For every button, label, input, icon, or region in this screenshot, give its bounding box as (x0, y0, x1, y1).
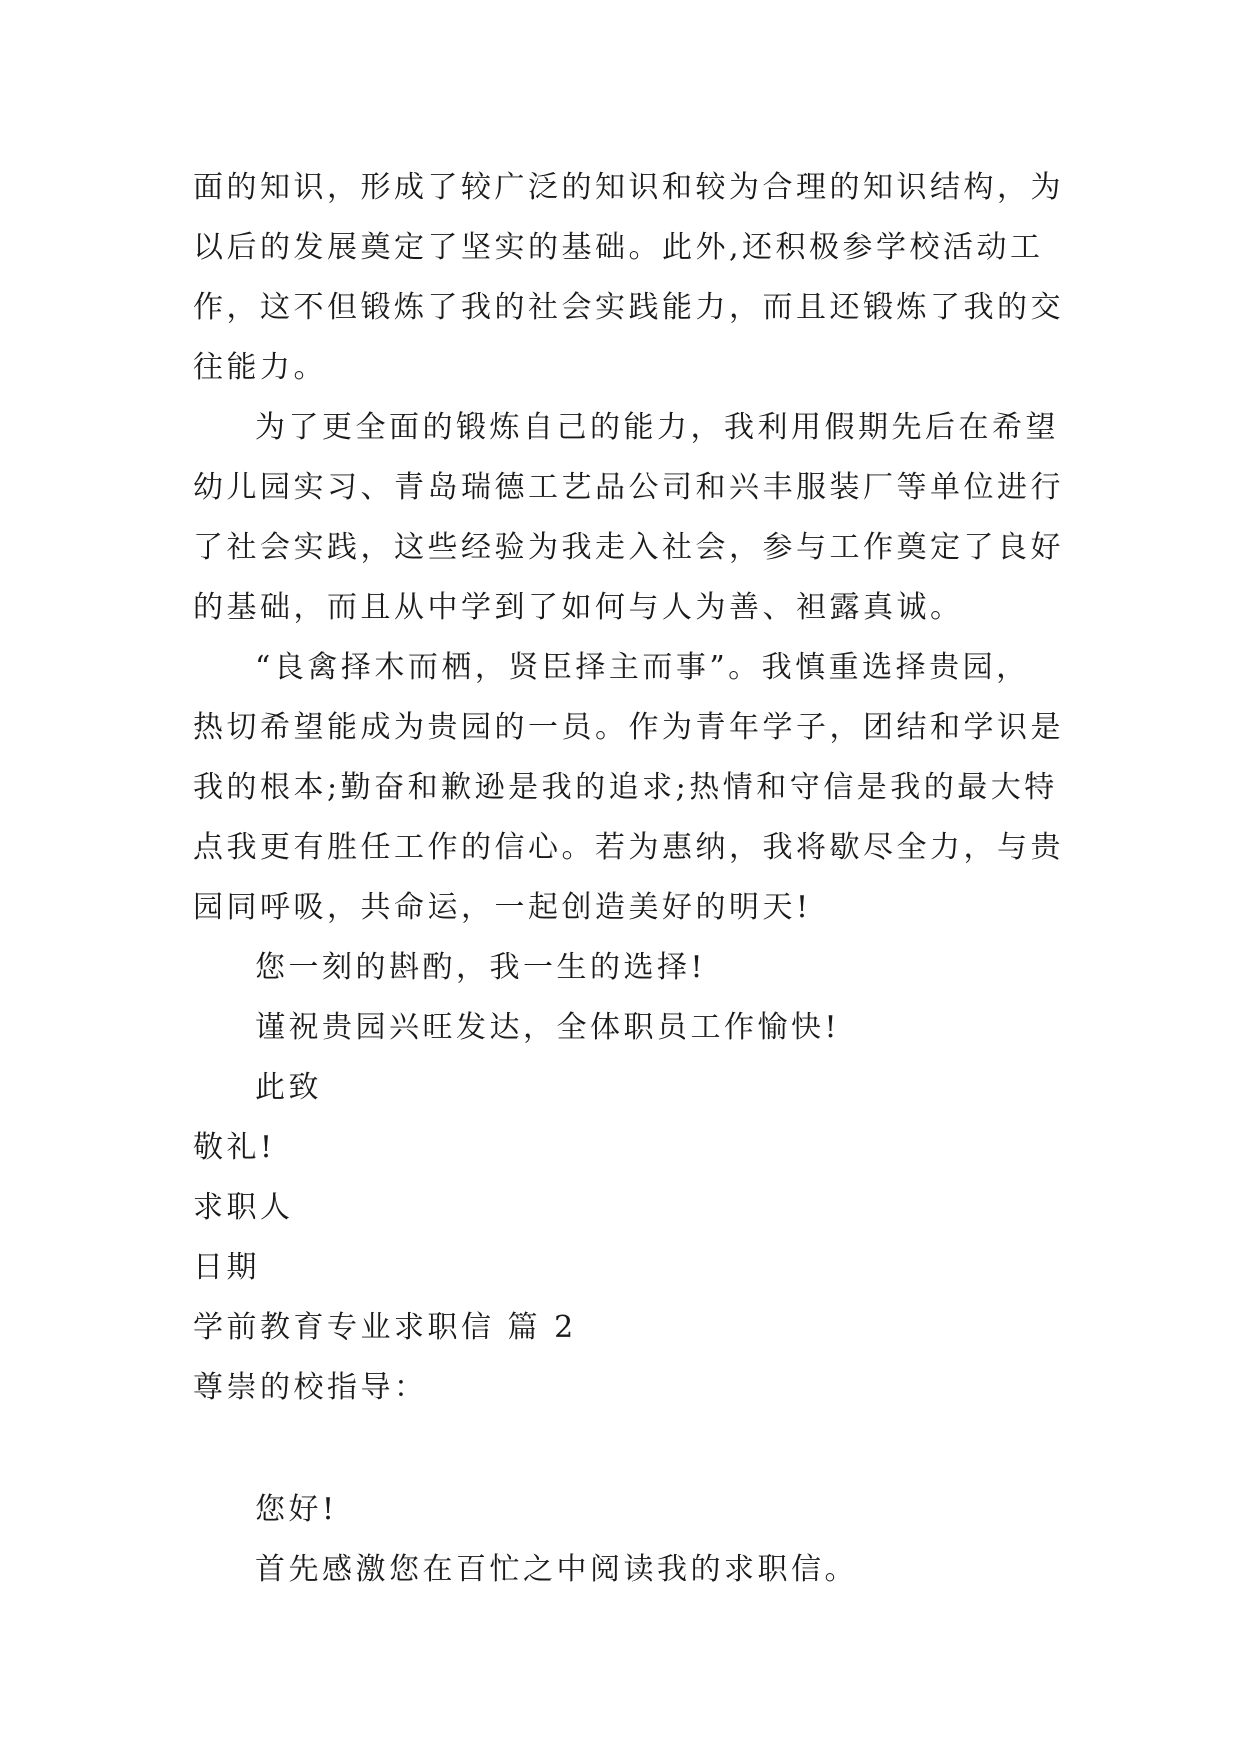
paragraph-line: 以后的发展奠定了坚实的基础。此外,还积极参学校活动工 (193, 230, 1044, 265)
section-heading: 学前教育专业求职信 篇 2 (193, 1310, 577, 1345)
closing-salutation: 此致 (255, 1070, 322, 1105)
date-label: 日期 (193, 1250, 260, 1285)
letter-greeting: 尊崇的校指导： (193, 1370, 428, 1405)
paragraph-line: 园同呼吸，共命运，一起创造美好的明天! (193, 890, 812, 925)
paragraph-line: 谨祝贵园兴旺发达，全体职员工作愉快! (255, 1010, 841, 1045)
paragraph-line: 点我更有胜任工作的信心。若为惠纳，我将歇尽全力，与贵 (193, 830, 1064, 865)
paragraph-line: 您一刻的斟酌，我一生的选择! (255, 950, 707, 985)
paragraph-line: 为了更全面的锻炼自己的能力，我利用假期先后在希望 (255, 410, 1059, 445)
paragraph-line: 热切希望能成为贵园的一员。作为青年学子，团结和学识是 (193, 710, 1064, 745)
paragraph-line: “良禽择木而栖，贤臣择主而事”。我慎重选择贵园， (255, 650, 1030, 685)
paragraph-line: 我的根本;勤奋和歉逊是我的追求;热情和守信是我的最大特 (193, 770, 1058, 805)
paragraph-line: 了社会实践，这些经验为我走入社会，参与工作奠定了良好 (193, 530, 1064, 565)
paragraph-line: 首先感激您在百忙之中阅读我的求职信。 (255, 1552, 858, 1587)
paragraph-line: 幼儿园实习、青岛瑞德工艺品公司和兴丰服装厂等单位进行 (193, 470, 1064, 505)
paragraph-line: 面的知识，形成了较广泛的知识和较为合理的知识结构，为 (193, 170, 1064, 205)
signature-label: 求职人 (193, 1190, 294, 1225)
paragraph-line: 的基础，而且从中学到了如何与人为善、袒露真诚。 (193, 590, 964, 625)
closing-salutation: 敬礼! (193, 1130, 276, 1165)
paragraph-line: 作，这不但锻炼了我的社会实践能力，而且还锻炼了我的交 (193, 290, 1064, 325)
letter-greeting: 您好! (255, 1492, 338, 1527)
paragraph-line: 往能力。 (193, 350, 327, 385)
